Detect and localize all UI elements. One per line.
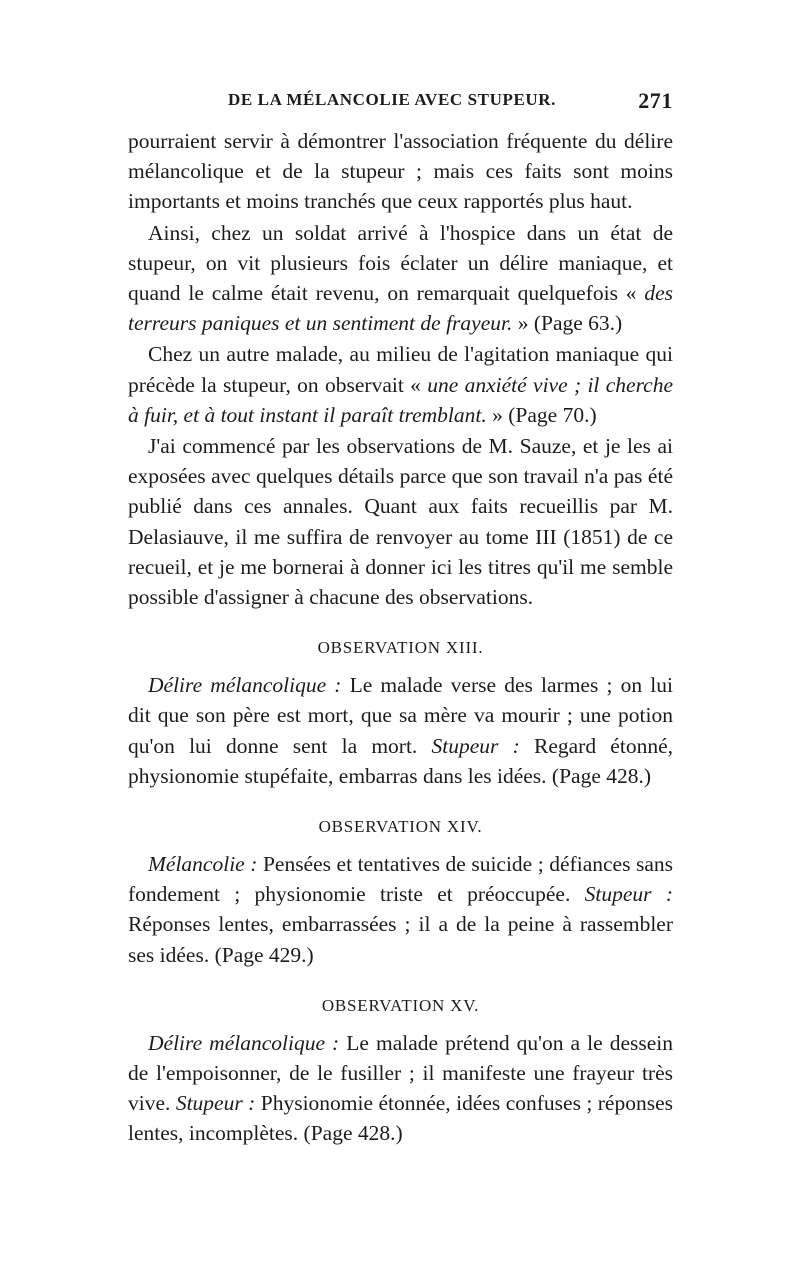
observation-title: OBSERVATION XIV.: [318, 817, 483, 837]
running-header: [128, 88, 673, 114]
quoted-text: une anxiété vive ; il cherche à fuir, et à tout instant il paraît tremblant.: [128, 372, 673, 427]
paragraph-soldier-case: [128, 218, 673, 339]
observation-body: Regard étonné, physionomie stupéfaite, embarras dans les idées. (Page 428.): [128, 733, 673, 788]
observation-lead: Mélancolie :: [148, 852, 258, 877]
paragraph-observations-intro: J'ai commencé par les observations de M. Sauze, et je les ai exposées avec quelques détails parce que son travail n'a pas été publié dans ces annales. Quant aux faits recueillis par M. Delasiauve, il me suffira de renvoyer au tome III (1851) de ce recueil, et je me bornerai à donner ici les titres qu'il me semble possible d'assigner à chacune des observations.: [128, 434, 673, 610]
observation-body: Pensées et tentatives de suicide ; défiances sans fondement ; physionomie triste et préoccupée.: [128, 852, 673, 907]
paragraph-continuation: pourraient servir à démontrer l'association fréquente du délire mélancolique et de la stupeur ; mais ces faits sont moins importants et moins tranchés que ceux rapportés plus haut.: [128, 129, 673, 214]
quoted-text: des terreurs paniques et un sentiment de frayeur.: [128, 281, 673, 336]
observation-text: [128, 1028, 673, 1149]
observation-body: Réponses lentes, embarrassées ; il a de la peine à rassembler ses idées. (Page 429.): [128, 912, 673, 967]
observation-lead: Stupeur :: [175, 1091, 256, 1116]
observation-body: Le malade verse des larmes ; on lui dit que son père est mort, que sa mère va mourir ; une potion qu'on lui donne sent la mort.: [128, 673, 673, 758]
observation-lead: Stupeur :: [584, 882, 673, 907]
observation-lead: Délire mélancolique :: [148, 1030, 340, 1055]
observation-title: OBSERVATION XIII.: [317, 638, 484, 658]
observation-title: OBSERVATION XV.: [321, 995, 480, 1015]
observation-text: [128, 849, 673, 970]
observation-body: Physionomie étonnée, idées confuses ; réponses lentes, incomplètes. (Page 428.): [128, 1091, 673, 1146]
observation-body: Le malade prétend qu'on a le dessein de l'empoisonner, de le fusiller ; il manifeste une frayeur très vive.: [128, 1030, 673, 1116]
paragraph-other-patient: [128, 339, 673, 430]
observation-lead: Stupeur :: [431, 733, 520, 758]
observation-text: [128, 670, 673, 791]
book-page: [128, 88, 673, 1149]
observation-lead: Délire mélancolique :: [148, 673, 342, 698]
page-reference: » (Page 70.): [486, 402, 597, 427]
page-number: 271: [638, 88, 673, 113]
running-title: DE LA MÉLANCOLIE AVEC STUPEUR.: [228, 90, 557, 109]
paragraph-text: Ainsi, chez un soldat arrivé à l'hospice dans un état de stupeur, on vit plusieurs fois éclater un délire maniaque, et quand le calme était revenu, on remarquait quelquefois «: [128, 220, 673, 306]
page-reference: » (Page 63.): [512, 311, 623, 336]
paragraph-text: Chez un autre malade, au milieu de l'agitation maniaque qui précède la stupeur, on observait «: [128, 342, 673, 397]
